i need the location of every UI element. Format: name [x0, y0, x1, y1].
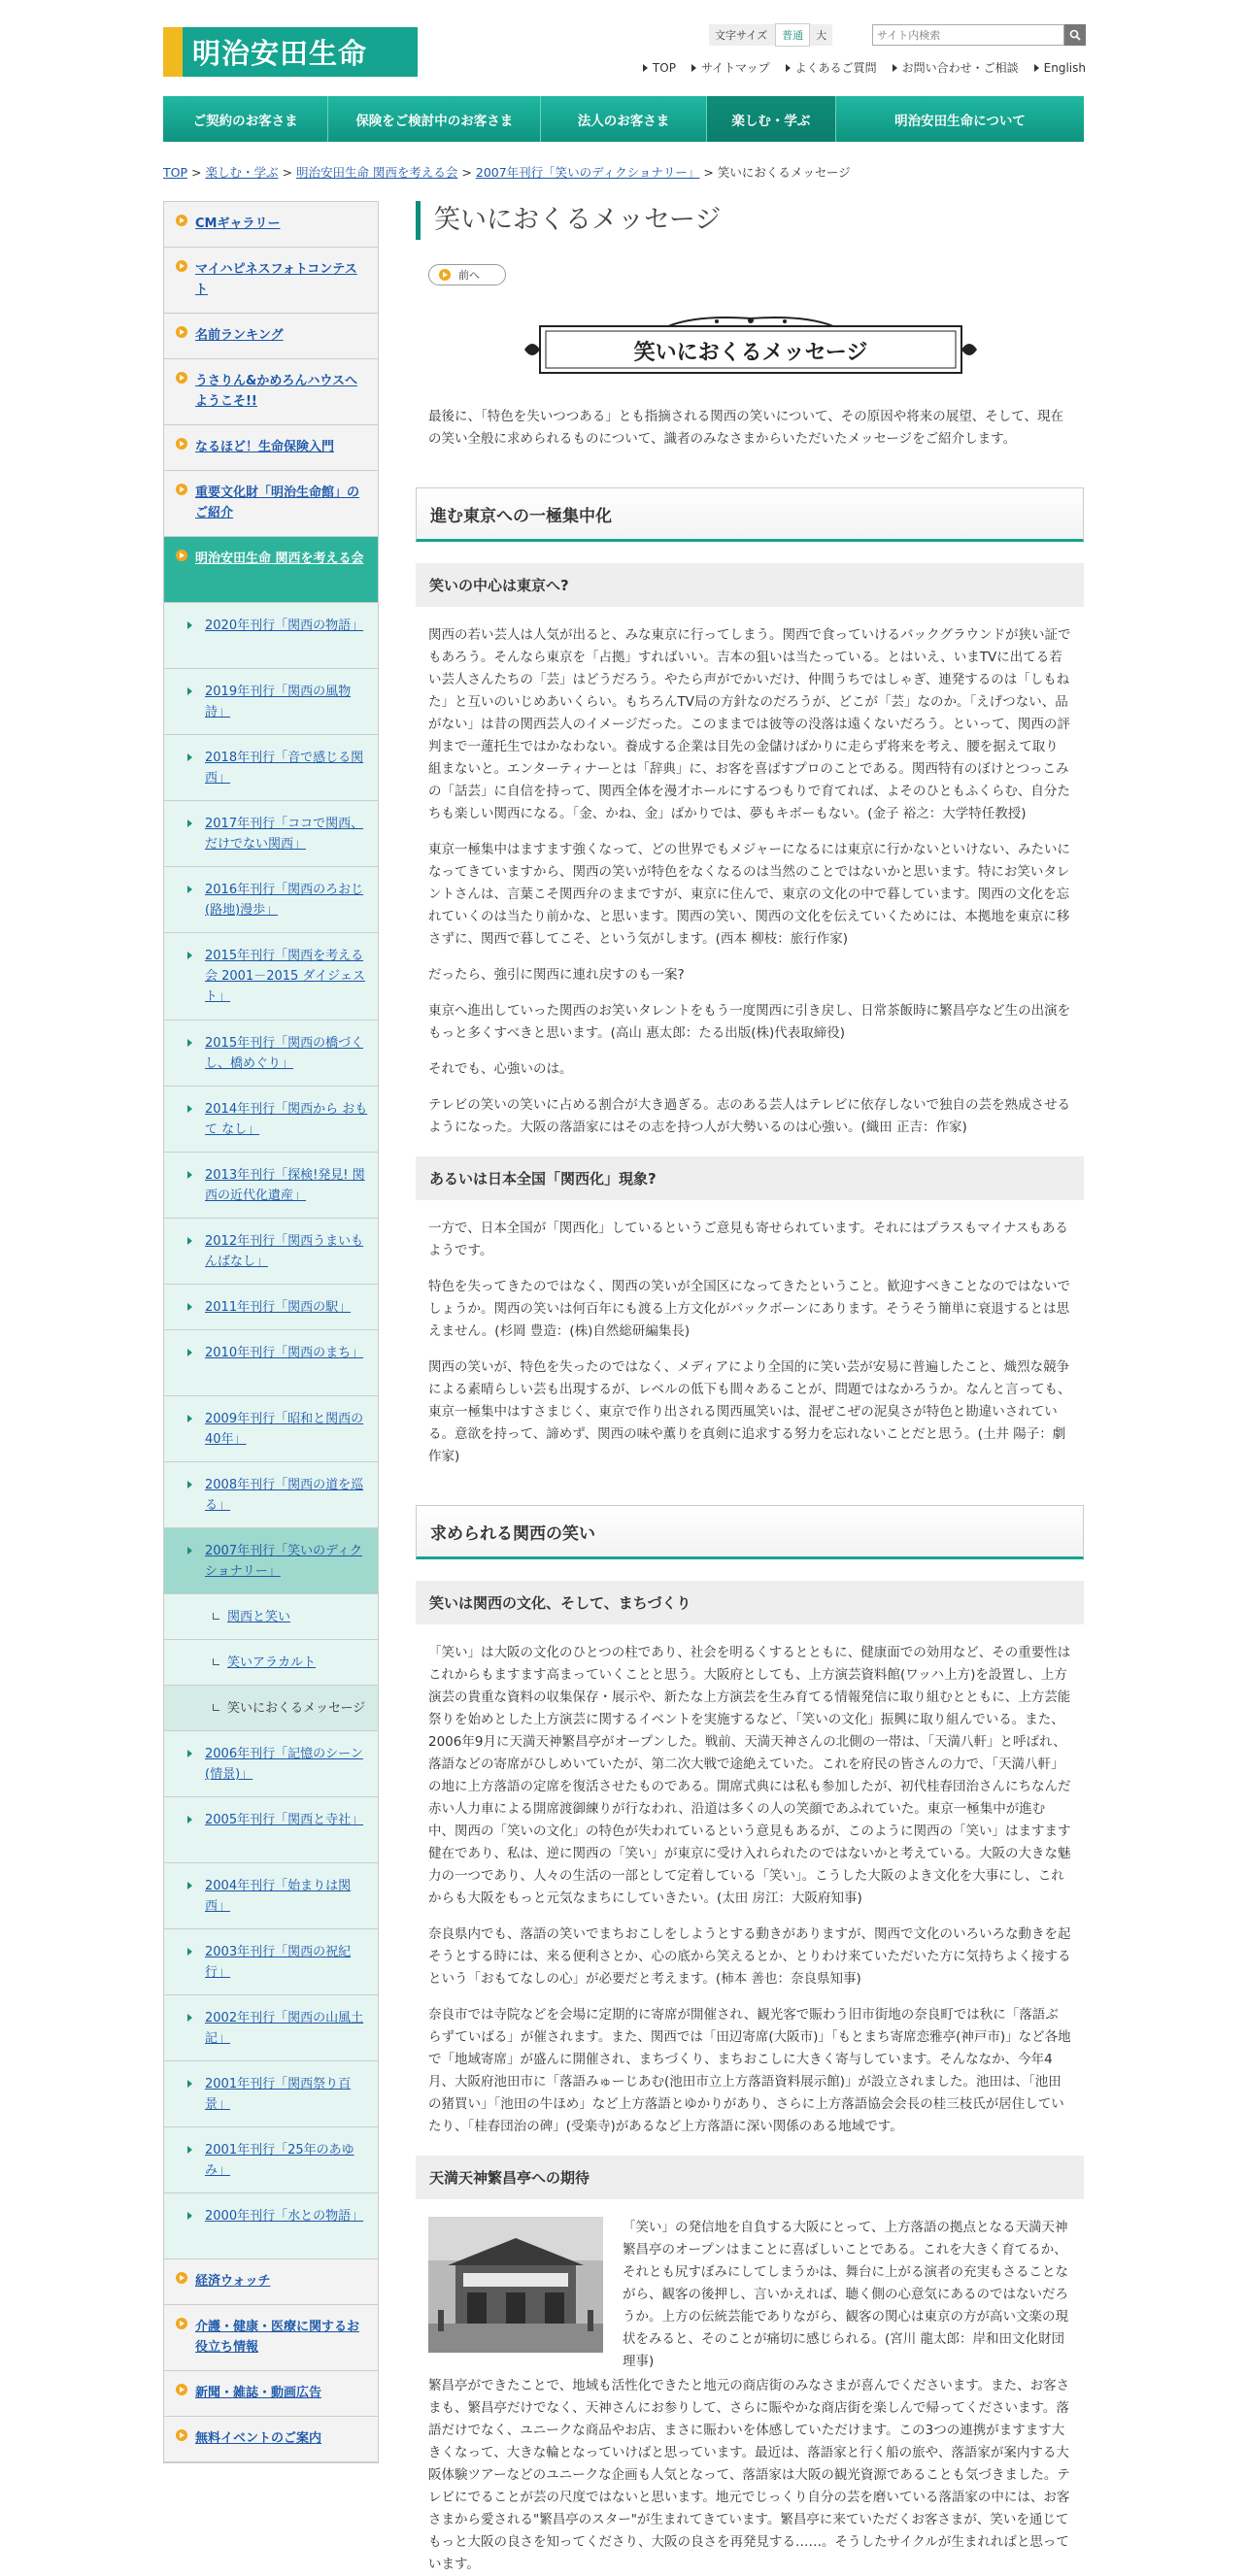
- subsection-heading: 笑いは関西の文化、そして、まちづくり: [416, 1581, 1084, 1624]
- arrow-icon: [187, 820, 197, 827]
- sidebar-item-label: 重要文化財「明治生命館」のご紹介: [195, 485, 360, 520]
- prev-button-label: 前へ: [458, 269, 480, 282]
- bullet-icon: [176, 2429, 187, 2441]
- arrow-icon: [187, 2080, 197, 2088]
- message-paragraph: テレビの笑いの笑いに占める割合が大き過ぎる。志のある芸人はテレビに依存しないで独自の芸を熟成させるようになった。大阪の落語家にはその志を持つ人が大勢いるのは心強い。(織田 正吉：作家): [428, 1097, 1070, 1135]
- arrow-icon: [187, 886, 197, 893]
- sidebar-subitem[interactable]: [164, 1396, 378, 1462]
- photo-message-block: [428, 2217, 1071, 2576]
- utility-link-label: English: [1043, 60, 1086, 75]
- sidebar-subitem[interactable]: [164, 1330, 378, 1396]
- arrow-icon: [187, 1237, 197, 1245]
- corner-icon: [213, 1613, 219, 1620]
- bullet-icon: [176, 215, 187, 226]
- sidebar-subitem-label: 2012年刊行「関西うまいもんばなし」: [205, 1234, 364, 1269]
- sidebar-item[interactable]: [164, 248, 378, 314]
- breadcrumb-separator: >: [703, 165, 714, 180]
- intro-text: 最後に、「特色を失いつつある」とも指摘される関西の笑いについて、その原因や将来の展望、そして、現在の笑い全般に求められるものについて、識者のみなさまからいただいたメッセージをご紹介します。: [428, 409, 1063, 447]
- message-paragraph: 特色を失ってきたのではなく、関西の笑いが全国区になってきたということ。歓迎すべきことなのではないでしょうか。関西の笑いは何百年にも渡る上方文化がバックボーンにあります。そうそう簡単に衰退するとは思えません。(杉岡 豊造：(株)自然総研編集長): [428, 1279, 1070, 1339]
- bullet-icon: [176, 2272, 187, 2284]
- utility-link-english[interactable]: [1034, 59, 1086, 76]
- sidebar-subitem[interactable]: [164, 1797, 378, 1863]
- logo-text: 明治安田生命: [192, 37, 368, 70]
- sidebar-subitem-label: 2015年刊行「関西の橋づくし、橋めぐり」: [205, 1036, 364, 1071]
- sidebar-item[interactable]: [164, 314, 378, 359]
- sidebar-item-label: マイハピネスフォトコンテスト: [195, 262, 357, 297]
- arrow-icon: [187, 1303, 197, 1311]
- utility-link-sitemap[interactable]: [691, 59, 770, 76]
- breadcrumb-separator: >: [282, 165, 292, 180]
- arrow-icon: [187, 2146, 197, 2154]
- sidebar-subitem-label: 2018年刊行「音で感じる関西」: [205, 751, 364, 786]
- arrow-icon: [187, 2014, 197, 2022]
- bullet-icon: [176, 260, 187, 272]
- sidebar-subitem-active[interactable]: [164, 1528, 378, 1594]
- message-paragraph: 東京一極集中はますます強くなって、どの世界でもメジャーになるには東京に行かないといけない、みたいになってきていますから、関西の笑いが特色をなくなるのは当然のことではないかと思います。特にお笑いタレントさんは、言葉こそ関西弁のままですが、東京に住んで、東京の文化の中で暮しています。関西の文化を忘れていくのは当たり前かな、と思います。関西の笑い、関西の文化を伝えていくためには、本拠地を東京に移さずに、関西で暮してこそ、という気がします。(西本 柳枝：旅行作家): [428, 842, 1070, 947]
- bullet-icon: [176, 484, 187, 495]
- sidebar-subitem-label: 2004年刊行「始まりは関西」: [205, 1879, 352, 1914]
- sidebar-subitem[interactable]: [164, 933, 378, 1020]
- arrow-icon: [187, 753, 197, 761]
- message-paragraph: それでも、心強いのは。: [428, 1061, 573, 1077]
- sidebar-subitem[interactable]: [164, 867, 378, 933]
- page-title: 笑いにおくるメッセージ: [416, 201, 1084, 240]
- arrow-icon: [187, 687, 197, 695]
- sidebar-subitem[interactable]: [164, 1020, 378, 1087]
- sidebar-item-label: CMギャラリー: [195, 217, 281, 231]
- arrow-icon: [691, 64, 696, 72]
- logo-mark: [163, 27, 183, 77]
- subsection-heading: あるいは日本全国「関西化」現象?: [416, 1156, 1084, 1200]
- sidebar-subitem-label: 2016年刊行「関西のろおじ(路地)漫歩」: [205, 883, 364, 918]
- arrow-icon: [187, 1039, 197, 1047]
- title-banner: [522, 315, 979, 381]
- sidebar-subsubitem[interactable]: [164, 1594, 378, 1640]
- site-search: [872, 24, 1086, 46]
- sidebar-subitem-label: 2020年刊行「関西の物語」: [205, 619, 364, 633]
- utility-links: [643, 59, 1086, 76]
- sidebar-subsubitem-label: 笑いにおくるメッセージ: [227, 1701, 366, 1716]
- breadcrumb-link-2007[interactable]: 2007年刊行「笑いのディクショナリー」: [475, 165, 700, 180]
- site-logo[interactable]: [163, 27, 418, 77]
- arrow-icon: [187, 1882, 197, 1890]
- subsection-heading: 笑いの中心は東京へ?: [416, 563, 1084, 607]
- bullet-icon: [176, 438, 187, 450]
- arrow-icon: [893, 64, 897, 72]
- sidebar-subitem[interactable]: [164, 1995, 378, 2061]
- utility-link-label: お問い合わせ・ご相談: [901, 61, 1019, 75]
- arrow-icon: [187, 2212, 197, 2220]
- sidebar-subitem[interactable]: [164, 669, 378, 735]
- arrow-icon: [187, 1171, 197, 1179]
- sidebar-subitem-label: 2019年刊行「関西の風物詩」: [205, 685, 352, 719]
- search-icon: [1069, 29, 1081, 41]
- sidebar-subitem-label: 2005年刊行「関西と寺社」: [205, 1813, 364, 1827]
- arrow-icon: [187, 621, 197, 629]
- hanjotei-photo: [428, 2217, 603, 2353]
- utility-link-contact[interactable]: [893, 59, 1019, 76]
- sidebar-subitem[interactable]: [164, 1087, 378, 1153]
- sidebar-subitem-label: 2008年刊行「関西の道を巡る」: [205, 1478, 364, 1513]
- sidebar-subitem[interactable]: [164, 1219, 378, 1285]
- breadcrumb-link-top[interactable]: TOP: [163, 165, 188, 180]
- sidebar-item-label: 介護・健康・医療に関するお役立ち情報: [195, 2320, 360, 2355]
- breadcrumb-link-kansai[interactable]: 明治安田生命 関西を考える会: [295, 165, 458, 180]
- sidebar-subitem-label: 2015年刊行「関西を考える会 2001－2015 ダイジェスト」: [205, 949, 365, 1004]
- sidebar-subitem-label: 2017年刊行「ココで関西、だけでない関西」: [205, 817, 364, 852]
- sidebar-subsubitem-current[interactable]: [164, 1686, 378, 1731]
- message-paragraph: だったら、強引に関西に連れ戻すのも一案?: [428, 967, 685, 983]
- corner-icon: [213, 1658, 219, 1665]
- breadcrumb-current: 笑いにおくるメッセージ: [717, 165, 851, 180]
- search-button[interactable]: [1064, 24, 1086, 46]
- bullet-icon: [176, 372, 187, 384]
- sidebar-item-label: うさりん&かめろんハウスへようこそ!!: [195, 374, 357, 409]
- sidebar-subitem-label: 2003年刊行「関西の祝紀行」: [205, 1945, 352, 1980]
- sidebar-subitem-label: 2009年刊行「昭和と関西の40年」: [205, 1412, 364, 1447]
- sidebar-subitem[interactable]: [164, 801, 378, 867]
- sidebar-item[interactable]: [164, 2305, 378, 2371]
- sidebar-subitem[interactable]: [164, 1285, 378, 1330]
- utility-link-faq[interactable]: [786, 59, 877, 76]
- arrow-icon: [187, 1415, 197, 1422]
- font-size-switcher: [709, 24, 832, 46]
- sidebar-subitem-label: 2001年刊行「25年のあゆみ」: [205, 2143, 354, 2178]
- utility-link-top[interactable]: [643, 59, 676, 76]
- arrow-icon: [187, 952, 197, 959]
- sidebar-subitem-label: 2011年刊行「関西の駅」: [205, 1300, 352, 1315]
- message-paragraph: 東京へ進出していった関西のお笑いタレントをもう一度関西に引き戻し、日常茶飯時に繁昌亭など生の出演をもっと多くすべきと思います。(高山 惠太郎：たる出版(株)代表取締役): [428, 1003, 1071, 1041]
- sidebar-subitem-label: 2007年刊行「笑いのディクショナリー」: [205, 1544, 363, 1579]
- sidebar-subitem[interactable]: [164, 603, 378, 669]
- sidebar-item[interactable]: [164, 2417, 378, 2462]
- message-paragraph: 奈良県内でも、落語の笑いでまちおこしをしようとする動きがありますが、関西で文化のいろいろな動きを起そうとする時には、来る便利さとか、心の底から笑えるとか、とりわけ来ていただいた方に気持ちよく接するという「おもてなしの心」が必要だと考えます。(柿本 善也：奈良県知事): [428, 1926, 1071, 1987]
- sidebar-item[interactable]: [164, 359, 378, 425]
- utility-link-label: TOP: [652, 60, 676, 75]
- message-paragraph: 「笑い」の発信地を自負する大阪にとって、上方落語の拠点となる天満天神繁昌亭のオープンはまことに喜ばしいことである。これを大きく育てるか、それとも尻すぼみにしてしまうかは、舞台に上がる演者の充実もさることながら、観客の後押し、言いかえれば、聴く側の心意気にあるのではないだろうか。上方の伝統芸能でありながら、観客の関心は東京の方が高い文楽の現状をみると、そのことが痛切に感じられる。(宮川 龍太郎：岸和田文化財団理事): [623, 2220, 1068, 2369]
- sidebar-subitem[interactable]: [164, 2061, 378, 2127]
- sidebar-subitem-label: 2013年刊行「探検!発見! 関西の近代化遺産」: [205, 1168, 365, 1203]
- bullet-icon: [439, 269, 451, 281]
- sidebar-nav: [163, 201, 379, 2463]
- sidebar-subitem-label: 2000年刊行「水との物語」: [205, 2209, 364, 2224]
- nav-item-contractors[interactable]: ご契約のお客さま: [163, 96, 328, 142]
- section-heading: 求められる関西の笑い: [416, 1505, 1084, 1559]
- sidebar-item-label: なるほど！生命保険入門: [195, 440, 335, 454]
- sidebar-item[interactable]: [164, 471, 378, 537]
- arrow-icon: [1034, 64, 1039, 72]
- sidebar-subitem[interactable]: [164, 1153, 378, 1219]
- sidebar-subitem-label: 2006年刊行「記憶のシーン(情景)」: [205, 1747, 363, 1782]
- nav-item-enjoy-learn[interactable]: 楽しむ・学ぶ: [707, 96, 836, 142]
- font-size-label: 文字サイズ: [715, 29, 768, 42]
- sidebar-subitem[interactable]: [164, 1863, 378, 1929]
- sidebar-item-label: 明治安田生命 関西を考える会: [195, 552, 364, 566]
- sidebar-item-label: 名前ランキング: [195, 328, 284, 343]
- sidebar-item[interactable]: [164, 2371, 378, 2417]
- banner-title: 笑いにおくるメッセージ: [633, 341, 868, 365]
- arrow-icon: [786, 64, 791, 72]
- arrow-icon: [187, 1105, 197, 1113]
- subsection-heading: 天満天神繁昌亭への期待: [416, 2156, 1084, 2199]
- arrow-icon: [187, 1481, 197, 1489]
- sidebar-subitem-label: 2014年刊行「関西から おもて なし」: [205, 1102, 368, 1137]
- sidebar-item-label: 新聞・雑誌・動画広告: [195, 2386, 322, 2400]
- section-heading: 進む東京への一極集中化: [416, 487, 1084, 542]
- breadcrumb-separator: >: [461, 165, 472, 180]
- message-paragraph: 奈良市では寺院などを会場に定期的に寄席が開催され、観光客で賑わう旧市街地の奈良町では秋に「落語ぶらずていばる」が催されます。また、関西では「田辺寄席(大阪市)」「もとまち寄席恋雅亭(神戸市)」など各地で「地域寄席」が盛んに開催され、まちづくり、まちおこしに大きく寄与しています。そんななか、今年4月、大阪府池田市に「落語みゅーじあむ(池田市立上方落語資料展示館)」が設立されました。池田は、「池田の猪買い」「池田の牛ほめ」など上方落語とゆかりがあり、さらに上方落語協会会長の桂三枝氏が居住していたり、「桂春団治の碑」(受楽寺)があるなど上方落語に深い関係のある地域です。: [428, 2007, 1071, 2134]
- sidebar-subitem[interactable]: [164, 2193, 378, 2259]
- message-paragraph: 関西の若い芸人は人気が出ると、みな東京に行ってしまう。関西で食っていけるバックグラウンドが狭い証でもあろう。そんなら東京を「占拠」すればいい。吉本の狙いは当たっている。とはいえ、いまTVに出てる若い芸人さんたちの「芸」はどうだろう。やたら声がでかいだけ、仲間うちではしゃぎ、連発するのは「しもねた」と互いのいじめあいくらい。もちろんTV局の方針なのだろうが、どこが「芸」なのか。「えげつない、品がない」は昔の関西芸人のイメージだった。このままでは彼等の没落は遠くないだろう。といって、関西の評判まで一蓮托生ではかなわない。養成する企業は目先の金儲けばかりに走らず将来を考え、腰を据えて取り組まないと。エンターティナーとは「辞典」に、お客を喜ばすプロのことである。関西特有のぼけとつっこみの「話芸」に自信を持って、関西全体を漫才ホールにするつもりで育てれば、よそのひともふくらむ、自分たちも楽しい関西になる。「金、かね、金」ばかりでは、夢もキボーもない。(金子 裕之：大学特任教授): [428, 627, 1071, 821]
- nav-item-prospective[interactable]: 保険をご検討中のお客さま: [328, 96, 541, 142]
- breadcrumb: [163, 163, 851, 181]
- sidebar-subitem-label: 2010年刊行「関西のまち」: [205, 1346, 364, 1360]
- message-paragraph: 「笑い」は大阪の文化のひとつの柱であり、社会を明るくするとともに、健康面での効用など、その重要性はこれからもますます高まっていくことと思う。大阪府としても、上方演芸資料館(ワッハ上方)を設置し、上方演芸の貴重な資料の収集保存・展示や、新たな上方演芸を生み育てる情報発信に取り組むとともに、上方芸能祭りを始めとした上方演芸に関するイベントを実施するなど、「笑いの文化」振興に取り組んでいる。また、2006年9月に天満天神繁昌亭がオープンした。戦前、天満天神さんの北側の一帯は、「天満八軒」と呼ばれ、落語などの寄席がひしめいていたが、第二次大戦で途絶えていた。これを府民の皆さんの力で、「天満八軒」の地に上方落語の定席を復活させたものである。開席式典には私も参加したが、初代桂春団治さんにちなんだ赤い人力車による開席渡御練りが行なわれ、沿道は多くの人の笑顔であふれていた。東京一極集中が進む中、関西の「笑いの文化」の特色が失われているという意見もあるが、このように関西の「笑い」はますます健在であり、私は、逆に関西の「笑い」が東京に受け入れられたのではないかと考えている。大阪の大きな魅力の一つであり、人々の生活の一部として定着している「笑い」。こうした大阪のよき文化を大事にし、これからも大阪をもっと元気なまちにしていきたい。(太田 房江：大阪府知事): [428, 1645, 1071, 1906]
- theater-building-image: [428, 2217, 603, 2353]
- breadcrumb-link-enjoy[interactable]: 楽しむ・学ぶ: [205, 165, 279, 180]
- bullet-icon: [176, 326, 187, 338]
- search-input[interactable]: [872, 24, 1064, 46]
- sidebar-subitem[interactable]: [164, 735, 378, 801]
- sidebar-subsubitem[interactable]: [164, 1640, 378, 1686]
- global-nav: [163, 96, 1084, 142]
- font-size-large-button[interactable]: 大: [816, 29, 827, 42]
- sidebar-subsubitem-label: 笑いアラカルト: [227, 1656, 317, 1670]
- nav-item-about[interactable]: 明治安田生命について: [836, 96, 1084, 142]
- nav-item-corporate[interactable]: 法人のお客さま: [541, 96, 706, 142]
- font-size-normal-button[interactable]: 普通: [775, 23, 810, 47]
- arrow-icon: [187, 1547, 197, 1555]
- sidebar-item-label: 無料イベントのご案内: [195, 2431, 322, 2446]
- corner-icon: [213, 1704, 219, 1711]
- prev-button[interactable]: [428, 264, 506, 285]
- sidebar-item[interactable]: [164, 202, 378, 248]
- sidebar-item-label: 経済ウォッチ: [195, 2274, 271, 2289]
- arrow-icon: [187, 1948, 197, 1956]
- utility-link-label: よくあるご質問: [794, 61, 877, 75]
- message-paragraph: 関西の笑いが、特色を失ったのではなく、メディアにより全国的に笑い芸が安易に普遍したこと、熾烈な競争による素晴らしい芸も出現するが、レベルの低下も間々あることが、問題ではなかろうか。なんと言っても、東京一極集中はすさまじく、東京で作り出される関西風笑いは、混ぜこぜの泥臭さが特色と勘違いされている。意欲を持って、諦めず、関西の味や薫りを真剣に追求する努力を忘れないことだと思う。(土井 陽子：劇作家): [428, 1359, 1071, 1464]
- sidebar-subitem[interactable]: [164, 1929, 378, 1995]
- message-paragraph: 繁昌亭ができたことで、地域も活性化できたと地元の商店街のみなさまが喜んでくださいます。また、お客さまも、繁昌亭だけでなく、天神さんにお参りして、さらに賑やかな商店街を楽しんで帰ってくださいます。落語だけでなく、ユニークな商品やお店、まさに賑わいを体感していただけます。この3つの連携がますます大きくなって、大きな輪となっていけばと思っています。最近は、落語家と行く船の旅や、落語家が案内する大阪体験ツアーなどのユニークな企画も人気となって、落語家は大阪の観光資源であることも気づきました。テレビにでることが芸の尺度ではないと思います。地元でじっくり自分の芸を磨いている落語家の中には、お客さまから愛される"繁昌亭のスター"が生まれてきています。繁昌亭に来ていただくお客さまが、笑いを通じてもっと大阪の良さを知ってくださり、大阪の良さを再発見する……。そうしたサイクルが生まれればと思っています。: [428, 2378, 1070, 2572]
- sidebar-subitem-label: 2002年刊行「関西の山風土記」: [205, 2011, 364, 2046]
- breadcrumb-separator: >: [191, 165, 202, 180]
- sidebar-item[interactable]: [164, 425, 378, 471]
- bullet-icon: [176, 550, 187, 561]
- sidebar-subitem-label: 2001年刊行「関西祭り百景」: [205, 2077, 352, 2112]
- main-content: [416, 201, 1084, 2576]
- sidebar-subsubitem-label: 関西と笑い: [227, 1610, 291, 1624]
- sidebar-subitem[interactable]: [164, 2127, 378, 2193]
- arrow-icon: [187, 1816, 197, 1823]
- sidebar-subitem[interactable]: [164, 1462, 378, 1528]
- message-paragraph: 一方で、日本全国が「関西化」しているというご意見も寄せられています。それにはプラスもマイナスもあるようです。: [428, 1221, 1068, 1258]
- arrow-icon: [643, 64, 648, 72]
- sidebar-subitem[interactable]: [164, 1731, 378, 1797]
- bullet-icon: [176, 2384, 187, 2395]
- bullet-icon: [176, 2318, 187, 2329]
- arrow-icon: [187, 1349, 197, 1356]
- sidebar-item[interactable]: [164, 2259, 378, 2305]
- arrow-icon: [187, 1750, 197, 1757]
- utility-link-label: サイトマップ: [700, 61, 770, 75]
- sidebar-item-active[interactable]: [164, 537, 378, 603]
